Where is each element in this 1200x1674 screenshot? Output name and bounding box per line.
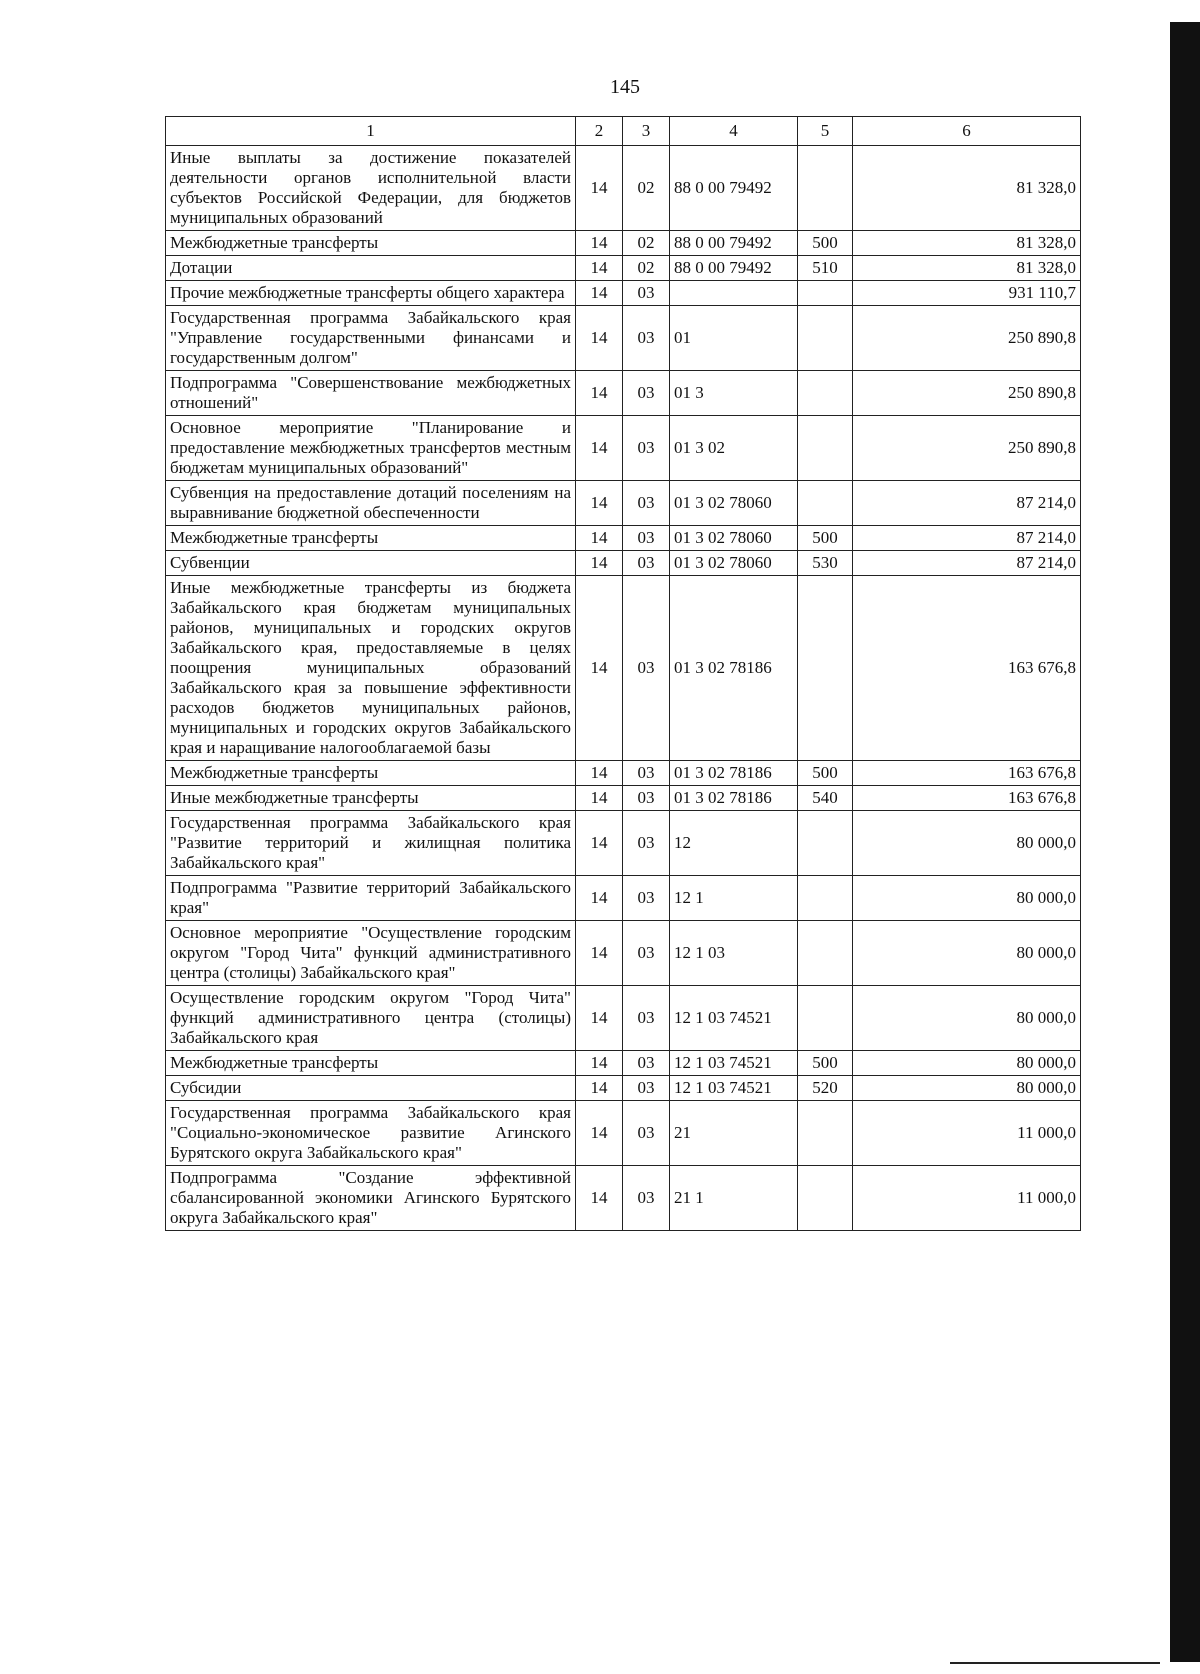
row-name: Основное мероприятие "Осуществление городским округом "Город Чита" функций административного центра (столицы) Забайкальского края"	[166, 921, 576, 986]
row-amount: 87 214,0	[853, 526, 1081, 551]
row-name: Основное мероприятие "Планирование и предоставление межбюджетных трансфертов местным бюджетам муниципальных образований"	[166, 416, 576, 481]
table-row	[166, 1051, 1081, 1076]
row-section: 14	[576, 1076, 623, 1101]
row-subsection: 03	[623, 1166, 670, 1231]
table-row	[166, 1076, 1081, 1101]
header-col-6: 6	[853, 117, 1081, 146]
row-section: 14	[576, 551, 623, 576]
page-number: 145	[610, 76, 640, 98]
row-subsection: 03	[623, 371, 670, 416]
row-name: Прочие межбюджетные трансферты общего характера	[166, 281, 576, 306]
row-amount: 80 000,0	[853, 986, 1081, 1051]
row-amount: 81 328,0	[853, 146, 1081, 231]
row-section: 14	[576, 1051, 623, 1076]
row-name: Подпрограмма "Создание эффективной сбалансированной экономики Агинского Бурятского округа Забайкальского края"	[166, 1166, 576, 1231]
row-amount: 11 000,0	[853, 1166, 1081, 1231]
header-col-5: 5	[798, 117, 853, 146]
row-name: Субвенции	[166, 551, 576, 576]
row-amount: 931 110,7	[853, 281, 1081, 306]
table-row	[166, 876, 1081, 921]
row-expense-type: 540	[798, 786, 853, 811]
row-target-code: 88 0 00 79492	[670, 146, 798, 231]
row-expense-type	[798, 1166, 853, 1231]
row-target-code: 01	[670, 306, 798, 371]
row-target-code: 21 1	[670, 1166, 798, 1231]
table-row	[166, 281, 1081, 306]
row-name: Государственная программа Забайкальского края "Управление государственными финансами и государственным долгом"	[166, 306, 576, 371]
row-name: Дотации	[166, 256, 576, 281]
row-name: Иные межбюджетные трансферты из бюджета Забайкальского края бюджетам муниципальных районов, муниципальных и городских округов Забайкальского края, предоставляемые в целях поощрения муниципальных образований Забайкальского края за повышение эффективности расходов бюджетов муниципальных районов, муниципальных и городских округов Забайкальского края и наращивание налогооблагаемой базы	[166, 576, 576, 761]
row-section: 14	[576, 526, 623, 551]
table-row	[166, 761, 1081, 786]
row-subsection: 03	[623, 551, 670, 576]
row-target-code: 01 3 02 78186	[670, 786, 798, 811]
row-name: Подпрограмма "Развитие территорий Забайкальского края"	[166, 876, 576, 921]
row-subsection: 03	[623, 986, 670, 1051]
row-amount: 80 000,0	[853, 876, 1081, 921]
row-section: 14	[576, 576, 623, 761]
row-subsection: 03	[623, 921, 670, 986]
row-expense-type	[798, 416, 853, 481]
row-expense-type	[798, 576, 853, 761]
row-target-code: 21	[670, 1101, 798, 1166]
header-col-2: 2	[576, 117, 623, 146]
row-subsection: 03	[623, 481, 670, 526]
row-section: 14	[576, 761, 623, 786]
row-subsection: 02	[623, 231, 670, 256]
row-name: Субвенция на предоставление дотаций поселениям на выравнивание бюджетной обеспеченности	[166, 481, 576, 526]
row-target-code: 01 3	[670, 371, 798, 416]
row-subsection: 03	[623, 876, 670, 921]
header-col-4: 4	[670, 117, 798, 146]
row-target-code: 01 3 02	[670, 416, 798, 481]
row-name: Иные межбюджетные трансферты	[166, 786, 576, 811]
row-expense-type: 530	[798, 551, 853, 576]
table-row	[166, 231, 1081, 256]
table-row	[166, 526, 1081, 551]
scan-edge-bar	[1170, 22, 1200, 1662]
row-target-code: 01 3 02 78186	[670, 761, 798, 786]
table-row	[166, 1166, 1081, 1231]
row-name: Государственная программа Забайкальского края "Социально-экономическое развитие Агинского Бурятского округа Забайкальского края"	[166, 1101, 576, 1166]
row-subsection: 03	[623, 786, 670, 811]
row-subsection: 02	[623, 146, 670, 231]
bottom-rule	[950, 1662, 1160, 1664]
row-target-code: 12 1 03 74521	[670, 986, 798, 1051]
row-section: 14	[576, 1166, 623, 1231]
row-name: Межбюджетные трансферты	[166, 1051, 576, 1076]
row-target-code: 12 1	[670, 876, 798, 921]
row-target-code: 12	[670, 811, 798, 876]
row-section: 14	[576, 231, 623, 256]
row-amount: 80 000,0	[853, 811, 1081, 876]
row-expense-type	[798, 481, 853, 526]
table-row	[166, 371, 1081, 416]
row-target-code: 12 1 03 74521	[670, 1076, 798, 1101]
row-target-code: 01 3 02 78060	[670, 481, 798, 526]
row-amount: 250 890,8	[853, 416, 1081, 481]
row-expense-type	[798, 281, 853, 306]
row-section: 14	[576, 306, 623, 371]
row-name: Межбюджетные трансферты	[166, 526, 576, 551]
row-name: Межбюджетные трансферты	[166, 231, 576, 256]
table-row	[166, 551, 1081, 576]
row-expense-type: 500	[798, 761, 853, 786]
row-section: 14	[576, 876, 623, 921]
table-row	[166, 306, 1081, 371]
row-target-code	[670, 281, 798, 306]
row-amount: 81 328,0	[853, 231, 1081, 256]
row-target-code: 12 1 03 74521	[670, 1051, 798, 1076]
row-expense-type	[798, 1101, 853, 1166]
table-row	[166, 256, 1081, 281]
row-section: 14	[576, 371, 623, 416]
row-target-code: 01 3 02 78060	[670, 551, 798, 576]
row-section: 14	[576, 921, 623, 986]
row-expense-type	[798, 146, 853, 231]
row-section: 14	[576, 811, 623, 876]
row-expense-type: 500	[798, 526, 853, 551]
row-subsection: 03	[623, 811, 670, 876]
row-expense-type: 500	[798, 231, 853, 256]
row-amount: 163 676,8	[853, 761, 1081, 786]
row-amount: 80 000,0	[853, 1076, 1081, 1101]
row-section: 14	[576, 281, 623, 306]
row-subsection: 03	[623, 1076, 670, 1101]
row-expense-type: 510	[798, 256, 853, 281]
table-row	[166, 811, 1081, 876]
row-section: 14	[576, 416, 623, 481]
row-subsection: 03	[623, 576, 670, 761]
header-row	[166, 117, 1081, 146]
row-name: Подпрограмма "Совершенствование межбюджетных отношений"	[166, 371, 576, 416]
row-section: 14	[576, 986, 623, 1051]
row-amount: 81 328,0	[853, 256, 1081, 281]
table-body	[166, 146, 1081, 1231]
row-section: 14	[576, 786, 623, 811]
row-section: 14	[576, 146, 623, 231]
row-subsection: 03	[623, 306, 670, 371]
row-name: Государственная программа Забайкальского края "Развитие территорий и жилищная политика Забайкальского края"	[166, 811, 576, 876]
row-amount: 80 000,0	[853, 921, 1081, 986]
row-name: Межбюджетные трансферты	[166, 761, 576, 786]
row-expense-type	[798, 986, 853, 1051]
row-name: Осуществление городским округом "Город Чита" функций административного центра (столицы) Забайкальского края	[166, 986, 576, 1051]
table-row	[166, 1101, 1081, 1166]
budget-table	[165, 116, 1081, 1231]
row-subsection: 03	[623, 1101, 670, 1166]
row-target-code: 88 0 00 79492	[670, 256, 798, 281]
row-subsection: 03	[623, 416, 670, 481]
row-expense-type	[798, 371, 853, 416]
table-row	[166, 481, 1081, 526]
row-subsection: 03	[623, 1051, 670, 1076]
row-amount: 80 000,0	[853, 1051, 1081, 1076]
row-expense-type	[798, 921, 853, 986]
row-target-code: 01 3 02 78060	[670, 526, 798, 551]
row-name: Субсидии	[166, 1076, 576, 1101]
table-row	[166, 576, 1081, 761]
row-subsection: 03	[623, 526, 670, 551]
row-amount: 87 214,0	[853, 481, 1081, 526]
row-expense-type: 500	[798, 1051, 853, 1076]
row-amount: 250 890,8	[853, 371, 1081, 416]
table-row	[166, 921, 1081, 986]
row-expense-type	[798, 306, 853, 371]
row-expense-type: 520	[798, 1076, 853, 1101]
header-col-3: 3	[623, 117, 670, 146]
row-target-code: 12 1 03	[670, 921, 798, 986]
row-amount: 163 676,8	[853, 786, 1081, 811]
table-row	[166, 146, 1081, 231]
row-expense-type	[798, 876, 853, 921]
row-target-code: 01 3 02 78186	[670, 576, 798, 761]
table-row	[166, 786, 1081, 811]
row-section: 14	[576, 256, 623, 281]
row-amount: 11 000,0	[853, 1101, 1081, 1166]
row-target-code: 88 0 00 79492	[670, 231, 798, 256]
row-expense-type	[798, 811, 853, 876]
row-name: Иные выплаты за достижение показателей деятельности органов исполнительной власти субъектов Российской Федерации, для бюджетов муниципальных образований	[166, 146, 576, 231]
table-row	[166, 986, 1081, 1051]
row-subsection: 03	[623, 281, 670, 306]
row-section: 14	[576, 481, 623, 526]
row-subsection: 03	[623, 761, 670, 786]
row-subsection: 02	[623, 256, 670, 281]
table-row	[166, 416, 1081, 481]
row-amount: 163 676,8	[853, 576, 1081, 761]
row-amount: 87 214,0	[853, 551, 1081, 576]
row-section: 14	[576, 1101, 623, 1166]
header-col-1: 1	[166, 117, 576, 146]
row-amount: 250 890,8	[853, 306, 1081, 371]
